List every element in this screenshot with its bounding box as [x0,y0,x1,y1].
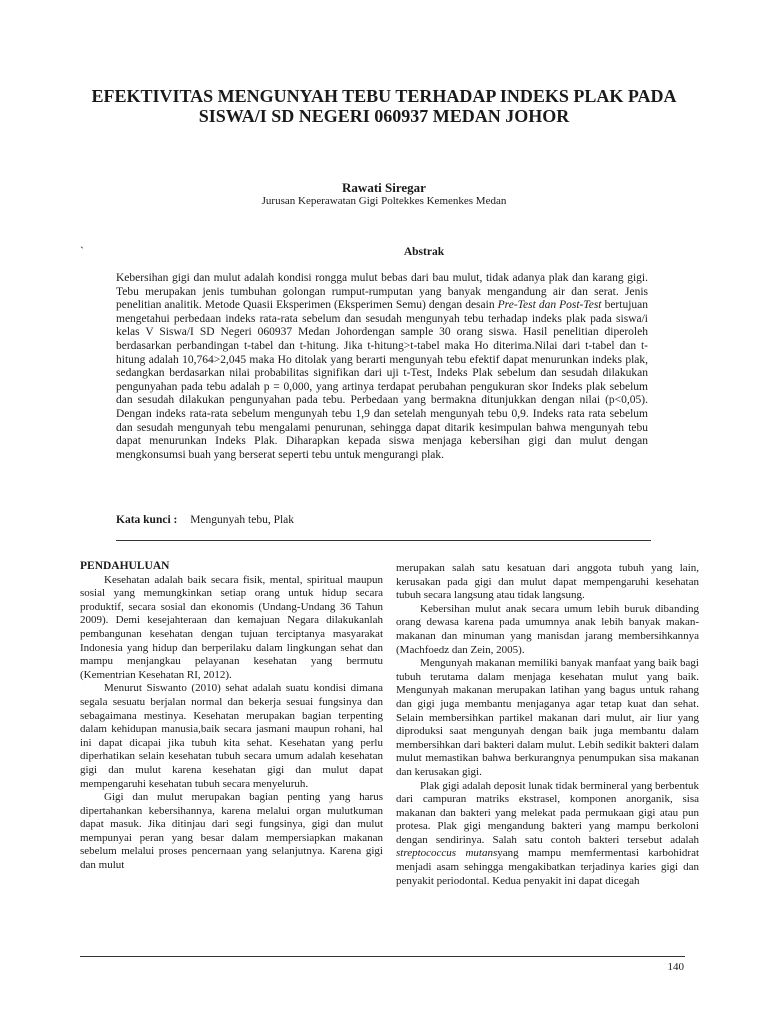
right-paragraph-1: merupakan salah satu kesatuan dari anggota tubuh yang lain, kerusakan pada gigi dan mulut dapat mempengaruhi kesehatan tubuh secara langsung atau tidak langsung. [396,562,699,602]
keywords-label: Kata kunci : [116,514,178,526]
bacteria-name-italic: streptococcus mutans [396,847,498,860]
abstract-text [116,272,648,462]
right-column [396,562,699,888]
abstract-heading: Abstrak [403,246,445,258]
left-paragraph-3: Gigi dan mulut merupakan bagian penting yang harus dipertahankan kebersihannya, karena melalui organ mulutkuman dapat masuk. Jika ditinjau dari segi fungsinya, gigi dan mulut mempunyai peran yang besar dalam mempersiapkan makanan sebelum melalui proses pencernaan yang selanjutnya. Karena gigi dan mulut [80,791,383,872]
paper-title [60,86,708,126]
keywords-value: Mengunyah tebu, Plak [190,514,295,526]
stray-backtick: ` [80,244,84,258]
right-paragraph-4-part-1: Plak gigi adalah deposit lunak tidak bermineral yang berbentuk dari campuran matriks ekstrasel, komponen anorganik, sisa makanan dan bakteri yang melekat pada permukaan gigi atau pun protesa. Plak gigi mengandung bakteri yang mampu berkoloni dengan sendirinya. Salah satu contoh bakteri tersebut adalah [396,779,699,846]
left-paragraph-1: Kesehatan adalah baik secara fisik, mental, spiritual maupun sosial yang memungkinkan setiap orang untuk hidup secara produktif, secara sosial dan ekonomis (Undang-Undang 36 Tahun 2009). Demi kesejahteraan dan kemajuan Negara dilakukanlah pembangunan kesehatan dengan tujuan terciptanya masyarakat Indonesia yang hidup dan berperilaku dalam lingkungan sehat dan mampu menjangkau pelayanan kesehatan yang bermutu (Kementrian Kesehatan RI, 2012). [80,573,383,681]
right-paragraph-2: Kebersihan mulut anak secara umum lebih buruk dibanding orang dewasa karena pada umumnya anak lebih banyak makan-makanan dan minuman yang manisdan jarang membersihkannya (Machfoedz dan Zein, 2005). [396,602,699,656]
author-name: Rawati Siregar [342,180,426,195]
right-paragraph-3: Mengunyah makanan memiliki banyak manfaat yang baik bagi tubuh terutama dalam menjaga kesehatan mulut yang baik. Mengunyah makanan merupakan latihan yang bagus untuk rahang dan gigi juga membantu menjaganya agar tetap kuat dan sehat. Selain membersihkan partikel makanan dari mulut, air liur yang diproduksi saat mengunyah dengan baik juga membantu dalam membersihkan dari bakteri dalam mulut. Lebih sedikit bakteri dalam mulut memastikan bahwa berkurangnya penumpukan sisa makanan dan kerusakan gigi. [396,657,699,778]
title-line-2: SISWA/I SD NEGERI 060937 MEDAN JOHOR [198,106,570,126]
footer-divider [80,956,685,957]
right-paragraph-4-part-2: yang mampu memfermentasi karbohidrat menjadi asam sehingga mengakibatkan terjadinya karies gigi dan penyakit periodontal. Kedua penyakit ini dapat dicegah [396,847,700,887]
abstract-divider [116,540,651,541]
keywords [116,514,294,526]
left-paragraph-2: Menurut Siswanto (2010) sehat adalah suatu kondisi dimana segala sesuatu berjalan normal dan bekerja sesuai fungsinya dan sebagaimana mestinya. Kesehatan merupakan bagian terpenting dalam kehidupan manusia,baik secara jasmani maupun rohani, hal ini dapat dicapai jika tubuh kita sehat. Kesehatan yang perlu diperhatikan selain kesehatan tubuh secara umum adalah kesehatan gigi dan mulut karena kesehatan gigi dan mulut dapat mempengaruhi kesehatan tubuh secara menyeluruh. [80,682,383,790]
abstract-text-part-1: Kebersihan gigi dan mulut adalah kondisi rongga mulut bebas dari bau mulut, tidak adanya plak dan karang gigi. Tebu merupakan jenis tumbuhan golongan rumput-rumputan yang banyak mengandung air dan serat. Jenis penelitian analitik. Metode Quasii Eksperimen (Eksperimen Semu) dengan desain [116,272,648,312]
title-line-1: EFEKTIVITAS MENGUNYAH TEBU TERHADAP INDEKS PLAK PADA [91,86,677,106]
abstract-italic-design: Pre-Test dan Post-Test [497,299,602,312]
abstract-text-part-2: bertujuan mengetahui perbedaan indeks rata-rata sebelum dan sesudah mengunyah tebu terhadap indeks plak pada siswa/i kelas V Siswa/I SD Negeri 060937 Medan Johordengan sample 30 orang siswa. Hasil penelitian diperoleh berdasarkan perbandingan t-tabel dan t-hitung. Jika t-hitung>t-tabel maka Ho diterima.Nilai dari t-tabel dan t-hitung adalah 10,764>2,045 maka Ho ditolak yang berarti mengunyah tebu efektif dapat menurunkan indeks plak, sedangkan berdasarkan nilai probabilitas signifikan dari uji t-Test, Indeks Plak sebelum dan sesudah dilakukan pengunyahan pada tebu adalah p = 0,000, yang artinya terdapat perubahan pengukuran skor Indeks plak sebelum dan sesudah dilakukan pengunyahan pada tebu. Perbedaan yang bermakna ditunjukkan dengan nilai (p<0,05). Dengan indeks rata-rata sebelum mengunyah tebu 1,9 dan setelah mengunyah tebu 0,9. Indeks rata rata sebelum dan sesudah mengunyah tebu mengalami penurunan, sehingga dapat ditarik kesimpulan bahwa mengunyah tebu dapat menurunkan Indeks Plak. Diharapkan kepada siswa menjaga kebersihan gigi dan mulut dengan mengkonsumsi buah yang berserat seperti tebu untuk mengurangi plak. [116,299,648,461]
section-heading-pendahuluan: PENDAHULUAN [80,560,170,572]
right-paragraph-4 [396,780,699,889]
left-column [80,560,383,873]
author-affiliation: Jurusan Keperawatan Gigi Poltekkes Kemenkes Medan [261,195,507,207]
page-number: 140 [667,961,684,973]
